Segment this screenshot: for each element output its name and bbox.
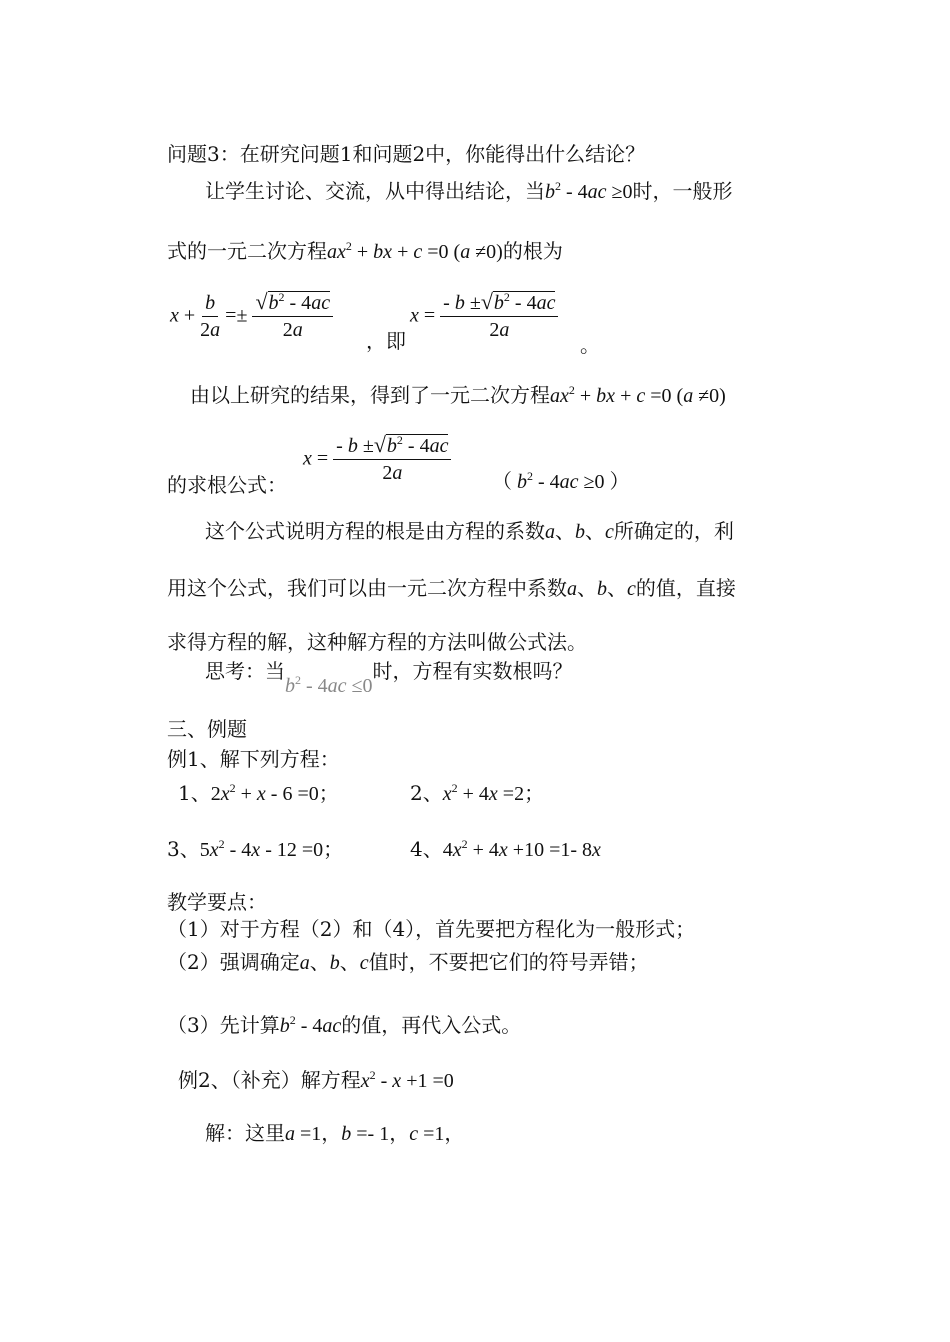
teaching-point-2: （2）强调确定a、b、c值时，不要把它们的符号弄错； <box>167 950 649 974</box>
example-2: 例2、（补充）解方程$x^2 - x +1 =0$ <box>178 1068 454 1092</box>
teaching-points-title: 教学要点： <box>167 890 267 914</box>
paragraph-use-formula: 用这个公式，我们可以由一元二次方程中系数a、b、c的值，直接 <box>167 576 736 600</box>
question-3: 问题3：在研究问题1和问题2中，你能得出什么结论？ <box>167 142 646 166</box>
paragraph-general-form <box>167 238 563 265</box>
paragraph-conclusion <box>205 178 733 205</box>
solution-line: 解：这里a =1，b =- 1，c =1， <box>205 1121 465 1145</box>
text: 思考：当 <box>205 659 285 683</box>
paragraph-result <box>190 382 726 409</box>
text: 时，一般形 <box>632 179 733 203</box>
example-1-title: 例1、解下列方程： <box>167 747 340 771</box>
think-question: 思考：当$b^2 - 4ac \le 0$时，方程有实数根吗？ <box>205 659 573 697</box>
formula-label: 的求根公式： <box>167 473 287 497</box>
problem-1: 1、$2x^2 + x - 6 =0$； <box>178 781 339 805</box>
derivation-equation-2: x = $\frac{- b \pm√b^2 - 4ac}{2a}$ <box>410 289 558 343</box>
ji-text: ，即 <box>366 329 406 353</box>
paragraph-formula-method: 求得方程的解，这种解方程的方法叫做公式法。 <box>167 630 587 654</box>
section-examples: 三、例题 <box>167 717 247 741</box>
discriminant-condition: $b^2 - 4ac \ge 0$ <box>545 179 633 203</box>
teaching-point-1: （1）对于方程（2）和（4），首先要把方程化为一般形式； <box>167 917 696 941</box>
problem-4: 4、$4x^2 + 4x +10 =1-$ 8x <box>410 837 601 861</box>
general-equation: $ax^2$ + bx + c =0 (a ≠0) <box>327 239 503 263</box>
text: 让学生讨论、交流，从中得出结论，当 <box>205 179 545 203</box>
text: 由以上研究的结果，得到了一元二次方程 <box>190 383 550 407</box>
text: 的值，直接 <box>635 576 736 600</box>
text: 这个公式说明方程的根是由方程的系数 <box>205 519 545 543</box>
problem-3: 3、$5x^2 - 4x - 12 =0$； <box>167 837 344 861</box>
paragraph-coefficients: 这个公式说明方程的根是由方程的系数a、b、c所确定的，利 <box>205 519 734 543</box>
quadratic-formula: x = $\frac{- b \pm√b^2 - 4ac}{2a}$ <box>303 432 451 486</box>
text: 时，方程有实数根吗？ <box>372 659 573 683</box>
problem-2: 2、$x^2 + 4x =2$； <box>410 781 545 805</box>
general-equation-2: $ax^2$ + bx + c =0 (a ≠0) <box>550 383 726 407</box>
text: 的根为 <box>502 239 563 263</box>
text: 式的一元二次方程 <box>167 239 327 263</box>
teaching-point-3: （3）先计算$b^2 - 4ac$的值，再代入公式。 <box>167 1013 522 1037</box>
text: 用这个公式，我们可以由一元二次方程中系数 <box>167 576 567 600</box>
period: 。 <box>580 333 600 357</box>
derivation-equation-1: x + $\frac{b}{2a}$ =± $\frac{√b^2 - 4ac}{2a}$ <box>170 289 333 343</box>
text: 所确定的，利 <box>613 519 734 543</box>
formula-condition: （ $b^2 - 4ac \ge 0$ ） <box>492 469 630 493</box>
